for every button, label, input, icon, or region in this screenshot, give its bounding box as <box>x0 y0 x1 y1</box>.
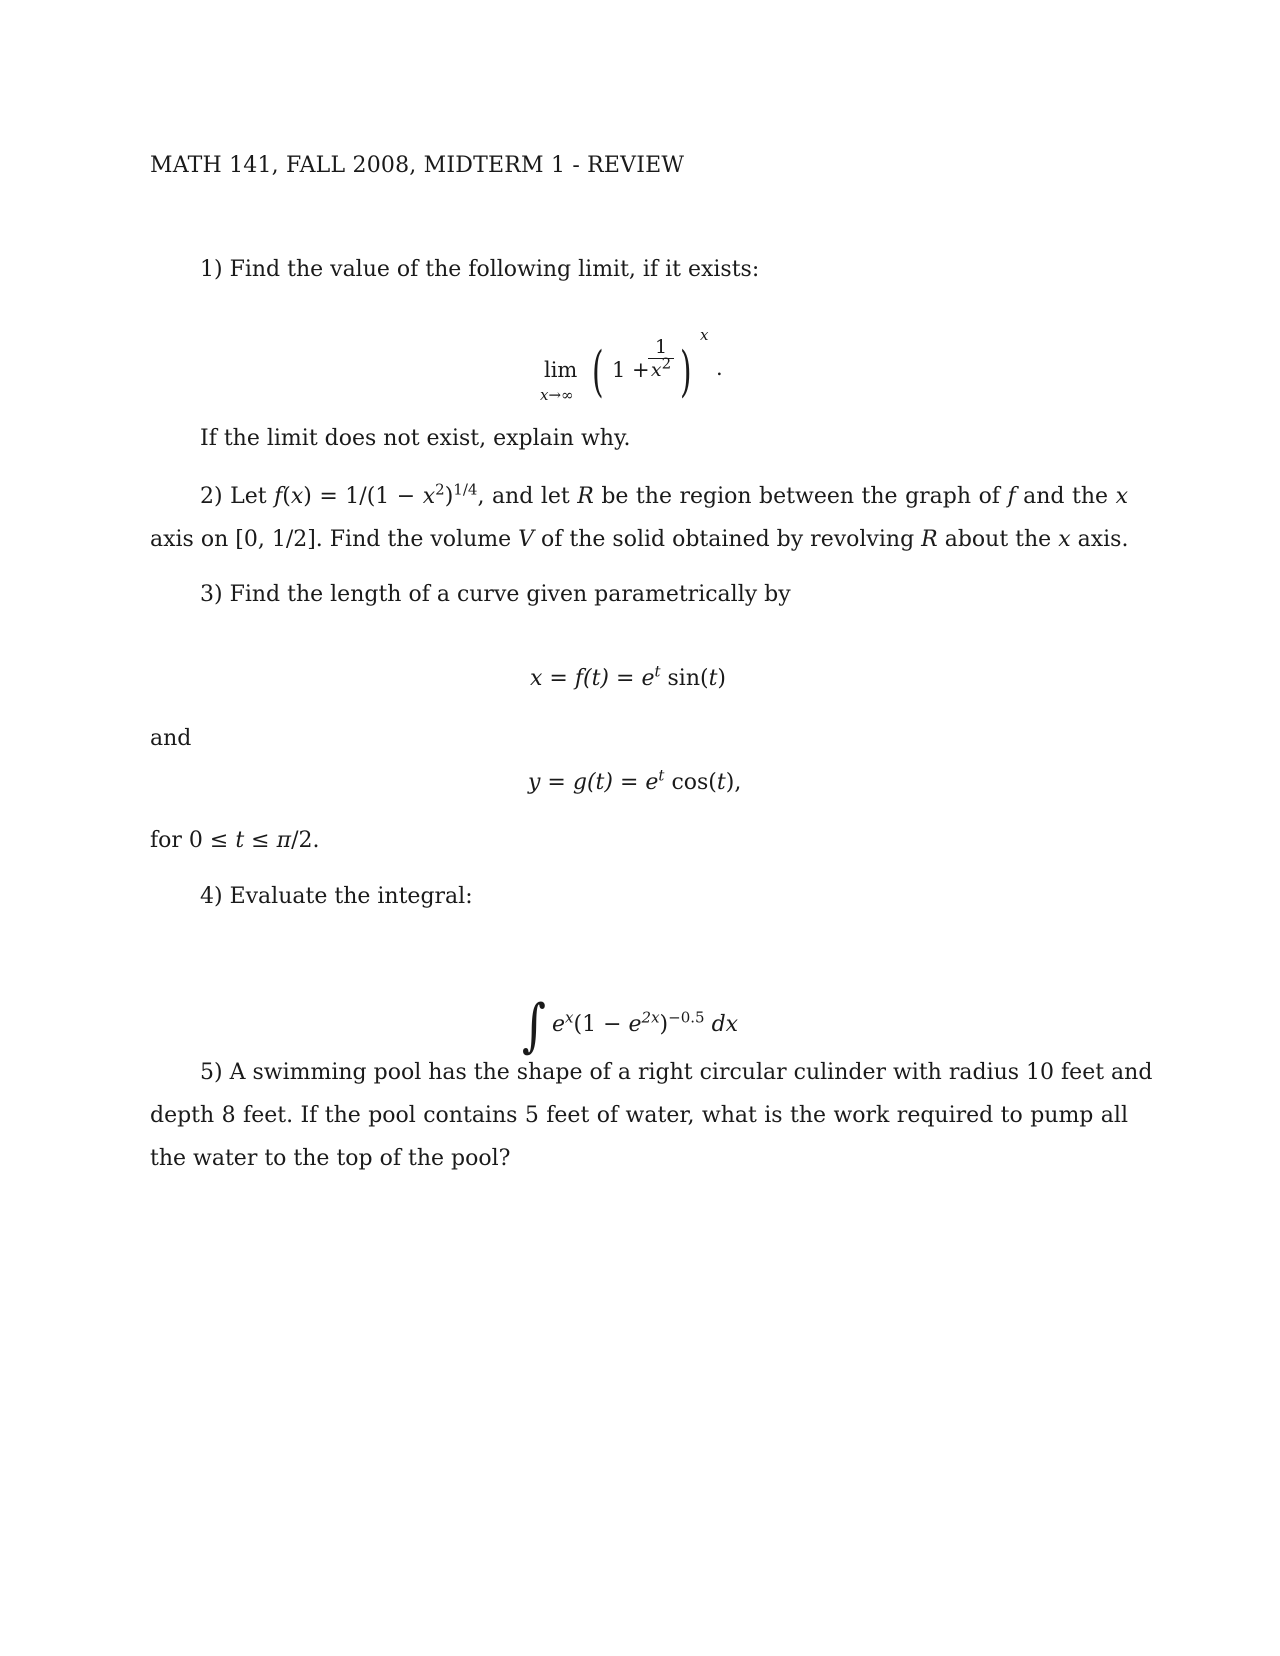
limit-operator: lim <box>544 358 578 382</box>
left-paren: ( <box>592 340 604 403</box>
problem-5-line-3: the water to the top of the pool? <box>150 1146 511 1171</box>
problem-1-limit-expression <box>540 326 760 404</box>
document-title: MATH 141, FALL 2008, MIDTERM 1 - REVIEW <box>150 153 685 178</box>
equation-x-of-t: $x = f(t) = e^t$ sin(t) <box>530 662 727 691</box>
problem-4-statement: 4) Evaluate the integral: <box>200 884 473 909</box>
limit-period: . <box>716 356 723 380</box>
problem-3-statement: 3) Find the length of a curve given parametrically by <box>200 582 791 607</box>
outer-exponent: x <box>700 326 709 344</box>
one-plus: 1 + <box>612 358 650 382</box>
problem-2-line-1: 2) Let $f(x) = 1/(1 - x^2)^{1/4}$, and let R be the region between the graph of f and the x <box>200 480 1128 509</box>
equation-y-of-t: $y = g(t) = e^t$ cos(t), <box>528 766 742 795</box>
problem-5-line-1: 5) A swimming pool has the shape of a right circular culinder with radius 10 feet and <box>200 1060 1153 1085</box>
integrand-expression: $e^x(1 - e^{2x})^{-0.5}$ dx <box>552 1008 739 1037</box>
fraction-one-over-x-squared <box>648 336 674 381</box>
problem-2-line-2: axis on [0, 1/2]. Find the volume V of the solid obtained by revolving R about the x axis. <box>150 527 1129 552</box>
fraction-denominator: $x^2$ <box>650 354 672 381</box>
problem-1-followup: If the limit does not exist, explain why. <box>200 426 631 451</box>
problem-1-statement: 1) Find the value of the following limit, if it exists: <box>200 257 760 282</box>
conjunction-and: and <box>150 726 192 751</box>
integral-sign: ∫ <box>522 991 546 1059</box>
right-paren: ) <box>680 340 692 403</box>
limit-subscript: x→∞ <box>540 386 574 404</box>
fraction-numerator: 1 <box>654 336 668 358</box>
parameter-range: for 0 ≤ t ≤ π/2. <box>150 828 320 853</box>
problem-5-line-2: depth 8 feet. If the pool contains 5 feet of water, what is the work required to pump all <box>150 1103 1128 1128</box>
